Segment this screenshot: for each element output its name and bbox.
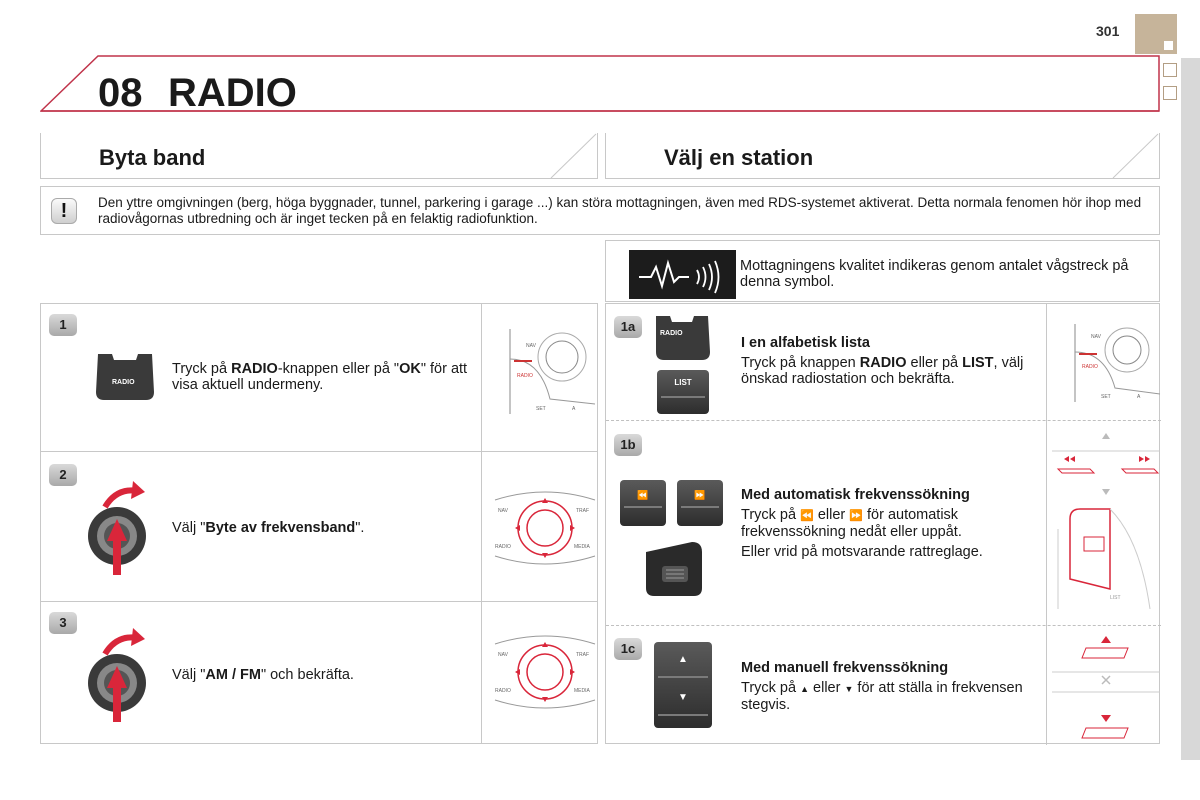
button-ridge (661, 396, 705, 398)
text-part: Välj " (172, 520, 206, 536)
warning-box (40, 186, 1160, 235)
text-part: för automatisk frekvenssökning nedåt eller uppåt. (741, 507, 962, 540)
seek-back-icon: ⏪ (800, 510, 814, 522)
text-part: " för att visa aktuell undermeny. (172, 361, 468, 393)
text-part: Välj " (172, 667, 206, 683)
thumb-a-label: A (572, 406, 576, 412)
step-badge: 1b (614, 434, 642, 456)
text-bold: OK (399, 361, 421, 377)
text-part: för att ställa in frekvensen stegvis. (741, 680, 1023, 713)
thumb-set-label: SET (1101, 394, 1111, 400)
step-1c-text (741, 660, 1041, 713)
frequency-down-icon[interactable]: ▼ (678, 692, 688, 703)
divider (41, 601, 597, 602)
pad-traf-label: TRAF (576, 652, 590, 658)
frequency-stepper[interactable] (654, 642, 712, 728)
control-pad-image (490, 632, 600, 712)
step-3-text (172, 667, 472, 683)
text-bold: RADIO (231, 361, 278, 377)
header-slash (1069, 133, 1159, 179)
text-line: Eller vrid på motsvarande rattreglage. (741, 544, 983, 560)
side-tab-box[interactable] (1163, 63, 1177, 77)
frequency-up-icon: ▲ (800, 684, 810, 694)
button-ridge (658, 676, 708, 678)
step-1-text (172, 361, 472, 393)
seek-forward-icon: ⏩ (849, 510, 863, 522)
text-part: eller (809, 680, 845, 696)
seek-forward-icon: ⏩ (694, 490, 706, 500)
pad-media-label: MEDIA (574, 544, 590, 550)
radio-button-label: RADIO (660, 330, 683, 337)
exclamation-icon: ! (51, 198, 77, 224)
signal-quality-icon (629, 250, 736, 299)
text-part: Tryck på (741, 680, 801, 696)
step-badge: 1 (49, 314, 77, 336)
radio-button-label: RADIO (112, 379, 135, 386)
list-button[interactable] (657, 370, 709, 414)
pad-radio-label: RADIO (495, 544, 511, 550)
dashed-divider (606, 420, 1161, 421)
text-bold: RADIO (859, 355, 907, 371)
dashboard-controls-image (1065, 324, 1165, 404)
thumb-nav-label: NAV (526, 343, 536, 349)
chapter-number: 08 (98, 71, 143, 115)
text-part: , välj önskad radiostation och bekräfta. (741, 355, 1024, 387)
section-header-right (605, 133, 1160, 179)
tab-marker (1164, 41, 1173, 50)
step-1-thumbnail (481, 304, 576, 451)
thumb-set-label: SET (536, 406, 546, 412)
seek-forward-button[interactable] (677, 480, 723, 526)
divider (41, 451, 597, 452)
text-part: " och bekräfta. (260, 667, 354, 683)
text-part: Tryck på (741, 507, 801, 523)
steering-switch-image (642, 540, 704, 598)
step-badge: 1a (614, 316, 642, 338)
section-title: Välj en station (664, 145, 814, 170)
step-1b-thumbnail (1046, 421, 1121, 626)
section-title: Byta band (99, 145, 206, 170)
text-part: Tryck på (172, 361, 232, 377)
step-heading: Med manuell frekvenssökning (741, 660, 949, 676)
dashed-divider (606, 625, 1161, 626)
pad-traf-label: TRAF (576, 508, 590, 514)
signal-text: Mottagningens kvalitet indikeras genom antalet vågstreck på denna symbol. (740, 258, 1129, 290)
frequency-down-icon: ▼ (844, 684, 854, 694)
signal-info-box (605, 240, 1160, 302)
thumb-radio-label: RADIO (1082, 364, 1098, 370)
text-part: -knappen eller på " (277, 361, 400, 377)
thumb-list-label: LIST (1110, 595, 1121, 601)
seek-back-icon: ⏪ (637, 490, 649, 500)
button-ridge (658, 714, 708, 716)
button-ridge (681, 506, 719, 508)
pad-radio-label: RADIO (495, 688, 511, 694)
chapter-tab[interactable] (1135, 14, 1177, 54)
step-1c-thumbnail (1046, 626, 1047, 745)
rotary-knob-image (87, 479, 147, 579)
chapter-title: RADIO (168, 71, 297, 115)
step-1a-thumbnail (1046, 304, 1141, 421)
text-bold: AM / FM (205, 667, 261, 683)
page-number: 301 (1096, 23, 1120, 39)
step-badge: 3 (49, 612, 77, 634)
control-pad-image (490, 488, 600, 568)
step-2-thumbnail (481, 451, 590, 601)
steering-controls-image (1050, 429, 1162, 619)
radio-button-image (652, 314, 712, 362)
steering-controls-image (1050, 632, 1162, 740)
step-heading: Med automatisk frekvenssökning (741, 487, 970, 503)
thumb-radio-label: RADIO (517, 373, 533, 379)
step-2-text (172, 520, 472, 536)
pad-nav-label: NAV (498, 652, 508, 658)
thumb-nav-label: NAV (1091, 334, 1101, 340)
side-tab-box[interactable] (1163, 86, 1177, 100)
text-bold: LIST (962, 355, 994, 371)
step-1b-text (741, 487, 1041, 564)
text-part: ". (355, 520, 365, 536)
rotary-knob-image (87, 626, 147, 726)
warning-text: Den yttre omgivningen (berg, höga byggnader, tunnel, parkering i garage ...) kan störa mottagningen, även med RDS-systemet aktiverat. Detta normala fenomen hör ihop med radiovågornas utbredning och är inget tecken på en felaktig radiofunktion. (98, 195, 1142, 226)
text-part: Tryck på knappen (741, 355, 860, 371)
step-badge: 2 (49, 464, 77, 486)
pad-media-label: MEDIA (574, 688, 590, 694)
frequency-up-icon[interactable]: ▲ (678, 654, 688, 665)
pad-nav-label: NAV (498, 508, 508, 514)
list-label: LIST (674, 378, 692, 387)
button-ridge (624, 506, 662, 508)
header-slash (507, 133, 597, 179)
side-bar (1181, 58, 1200, 760)
text-bold: Byte av frekvensband (205, 520, 356, 536)
right-steps-panel (605, 303, 1160, 744)
step-3-thumbnail (481, 601, 590, 744)
section-header-left (40, 133, 598, 179)
text-part: eller (813, 507, 850, 523)
step-heading: I en alfabetisk lista (741, 335, 870, 351)
chapter-header (40, 55, 1160, 133)
dashboard-controls-image (500, 329, 600, 419)
seek-back-button[interactable] (620, 480, 666, 526)
radio-button-image (92, 352, 157, 402)
thumb-a-label: A (1137, 394, 1141, 400)
step-1a-text (741, 335, 1041, 387)
left-steps-panel (40, 303, 598, 744)
step-badge: 1c (614, 638, 642, 660)
text-part: eller på (906, 355, 963, 371)
